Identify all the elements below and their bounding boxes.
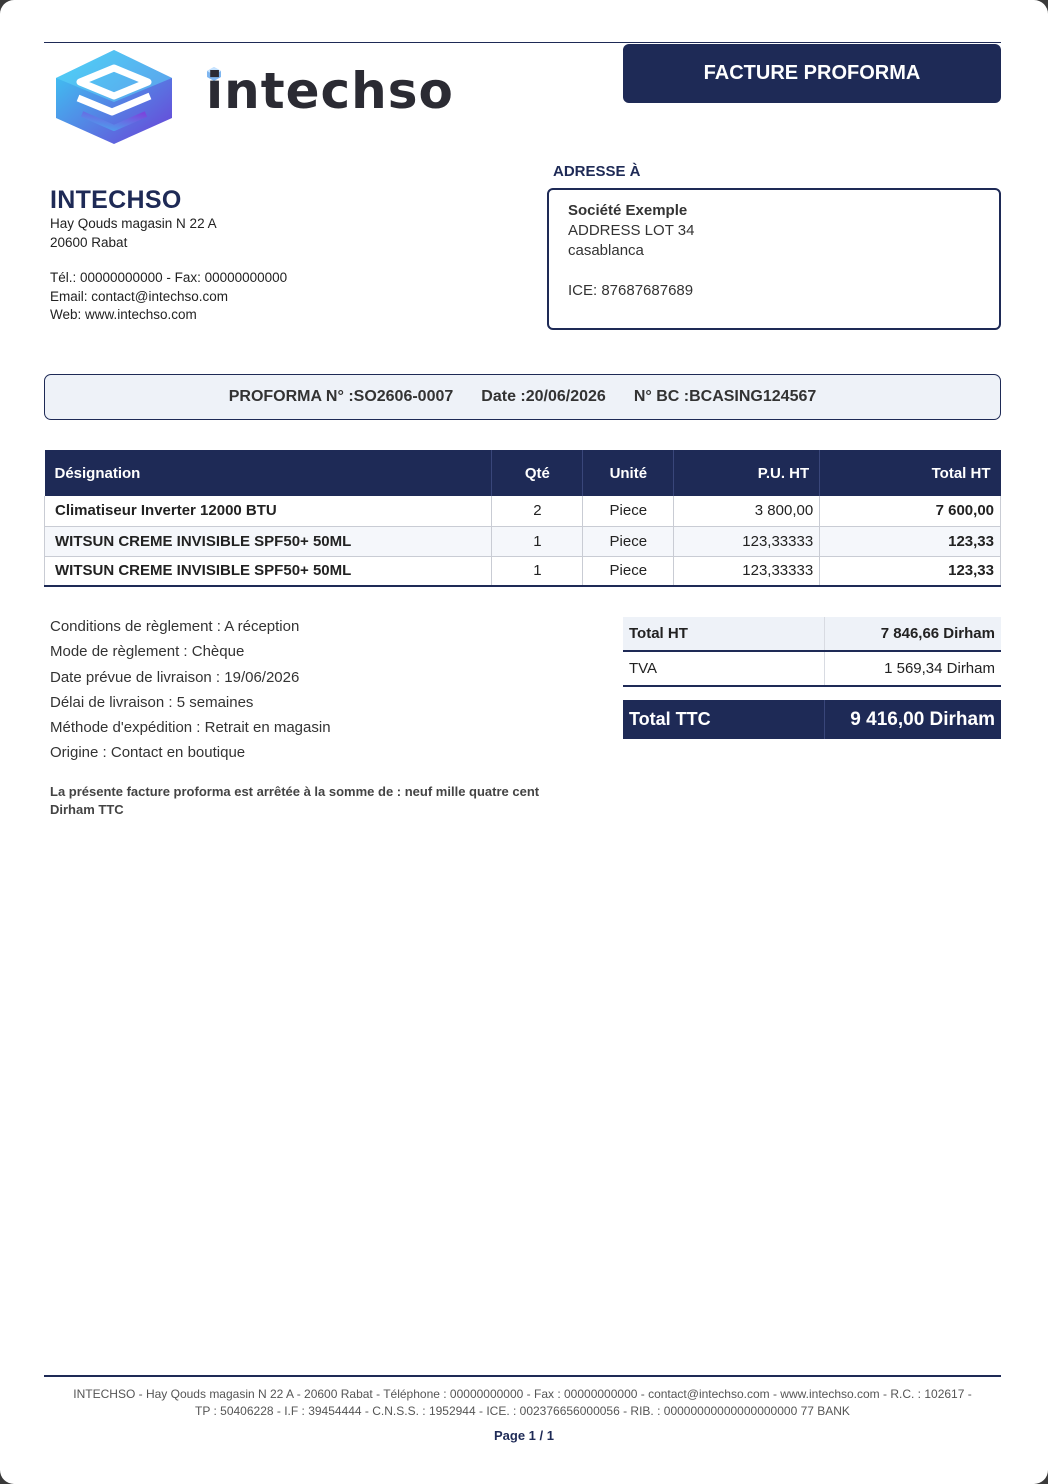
- company-phone-fax: Tél.: 00000000000 - Fax: 00000000000: [50, 270, 288, 285]
- item-unit: Piece: [583, 496, 674, 526]
- tva-row: [623, 651, 1001, 686]
- item-designation: WITSUN CREME INVISIBLE SPF50+ 50ML: [45, 556, 492, 586]
- item-unit-price: 123,33333: [674, 526, 820, 556]
- footer-line2: TP : 50406228 - I.F : 39454444 - C.N.S.S. : 1952944 - ICE. : 002376656000056 - RIB. : 00000000000000000000 77 BANK: [195, 1403, 850, 1418]
- item-designation: Climatiseur Inverter 12000 BTU: [45, 496, 492, 526]
- recipient-name: Société Exemple: [568, 202, 688, 219]
- header-unit: Unité: [583, 450, 674, 496]
- recipient-city: casablanca: [568, 242, 644, 259]
- company-logo: [52, 48, 502, 144]
- items-table: [44, 450, 1001, 587]
- company-address-line1: Hay Qouds magasin N 22 A: [50, 216, 217, 231]
- totals-table: [623, 617, 1001, 739]
- table-row: [45, 526, 1001, 556]
- company-web: Web: www.intechso.com: [50, 307, 197, 322]
- recipient-ice: ICE: 87687687689: [568, 282, 694, 299]
- items-header-row: [45, 450, 1001, 496]
- tva-value: 1 569,34 Dirham: [824, 651, 1001, 686]
- proforma-number: PROFORMA N° :SO2606-0007: [228, 388, 454, 405]
- logo-wordmark: intechso: [206, 62, 454, 120]
- shipping-method: Méthode d'expédition : Retrait en magasin: [50, 719, 331, 737]
- reference-bar: [44, 374, 1001, 420]
- top-divider: [44, 42, 1001, 43]
- recipient-box: [547, 188, 1001, 330]
- header-unit-price: P.U. HT: [674, 450, 820, 496]
- table-row: [45, 496, 1001, 526]
- origin: Origine : Contact en boutique: [50, 744, 246, 762]
- item-qty: 1: [492, 556, 583, 586]
- footer-line1: INTECHSO - Hay Qouds magasin N 22 A - 20600 Rabat - Téléphone : 00000000000 - Fax : 00000000000 - contact@intechso.com - www.intechso.com - R.C. : 102617 -: [73, 1387, 972, 1401]
- total-ttc-label: Total TTC: [623, 700, 824, 739]
- item-total: 123,33: [820, 526, 1001, 556]
- company-email: Email: contact@intechso.com: [50, 288, 229, 304]
- delivery-delay: Délai de livraison : 5 semaines: [50, 693, 254, 711]
- company-address-line2: 20600 Rabat: [50, 234, 128, 250]
- item-qty: 2: [492, 496, 583, 526]
- header-qty: Qté: [492, 450, 583, 496]
- company-info: [50, 186, 490, 325]
- recipient-address: ADDRESS LOT 34: [568, 222, 695, 239]
- page-number: Page 1 / 1: [494, 1428, 554, 1443]
- item-total: 7 600,00: [820, 496, 1001, 526]
- total-ht-value: 7 846,66 Dirham: [824, 617, 1001, 651]
- footer-divider: [44, 1375, 1001, 1377]
- item-qty: 1: [492, 526, 583, 556]
- total-ttc-row: [623, 700, 1001, 739]
- recipient-label: ADRESSE À: [553, 163, 641, 180]
- amount-in-words: La présente facture proforma est arrêtée à la somme de : neuf mille quatre cent Dirham TTC: [50, 783, 540, 817]
- conditions-block: [50, 614, 570, 819]
- tva-label: TVA: [623, 651, 824, 686]
- cube-logo-icon: [52, 48, 184, 144]
- item-unit: Piece: [583, 526, 674, 556]
- item-unit-price: 123,33333: [674, 556, 820, 586]
- document-title: FACTURE PROFORMA: [623, 44, 1001, 103]
- header-designation: Désignation: [45, 450, 492, 496]
- total-ht-row: [623, 617, 1001, 651]
- purchase-order-number: N° BC :BCASING124567: [633, 388, 817, 405]
- footer-legal: [50, 1386, 995, 1419]
- invoice-date: Date :20/06/2026: [481, 388, 606, 405]
- item-unit: Piece: [583, 556, 674, 586]
- total-ttc-value: 9 416,00 Dirham: [824, 700, 1001, 739]
- item-unit-price: 3 800,00: [674, 496, 820, 526]
- table-row: [45, 556, 1001, 586]
- company-name: INTECHSO: [50, 186, 182, 214]
- total-ht-label: Total HT: [623, 617, 824, 651]
- header-total: Total HT: [820, 450, 1001, 496]
- payment-mode: Mode de règlement : Chèque: [50, 643, 245, 661]
- delivery-date: Date prévue de livraison : 19/06/2026: [50, 668, 300, 686]
- item-designation: WITSUN CREME INVISIBLE SPF50+ 50ML: [45, 526, 492, 556]
- payment-terms: Conditions de règlement : A réception: [50, 618, 300, 635]
- item-total: 123,33: [820, 556, 1001, 586]
